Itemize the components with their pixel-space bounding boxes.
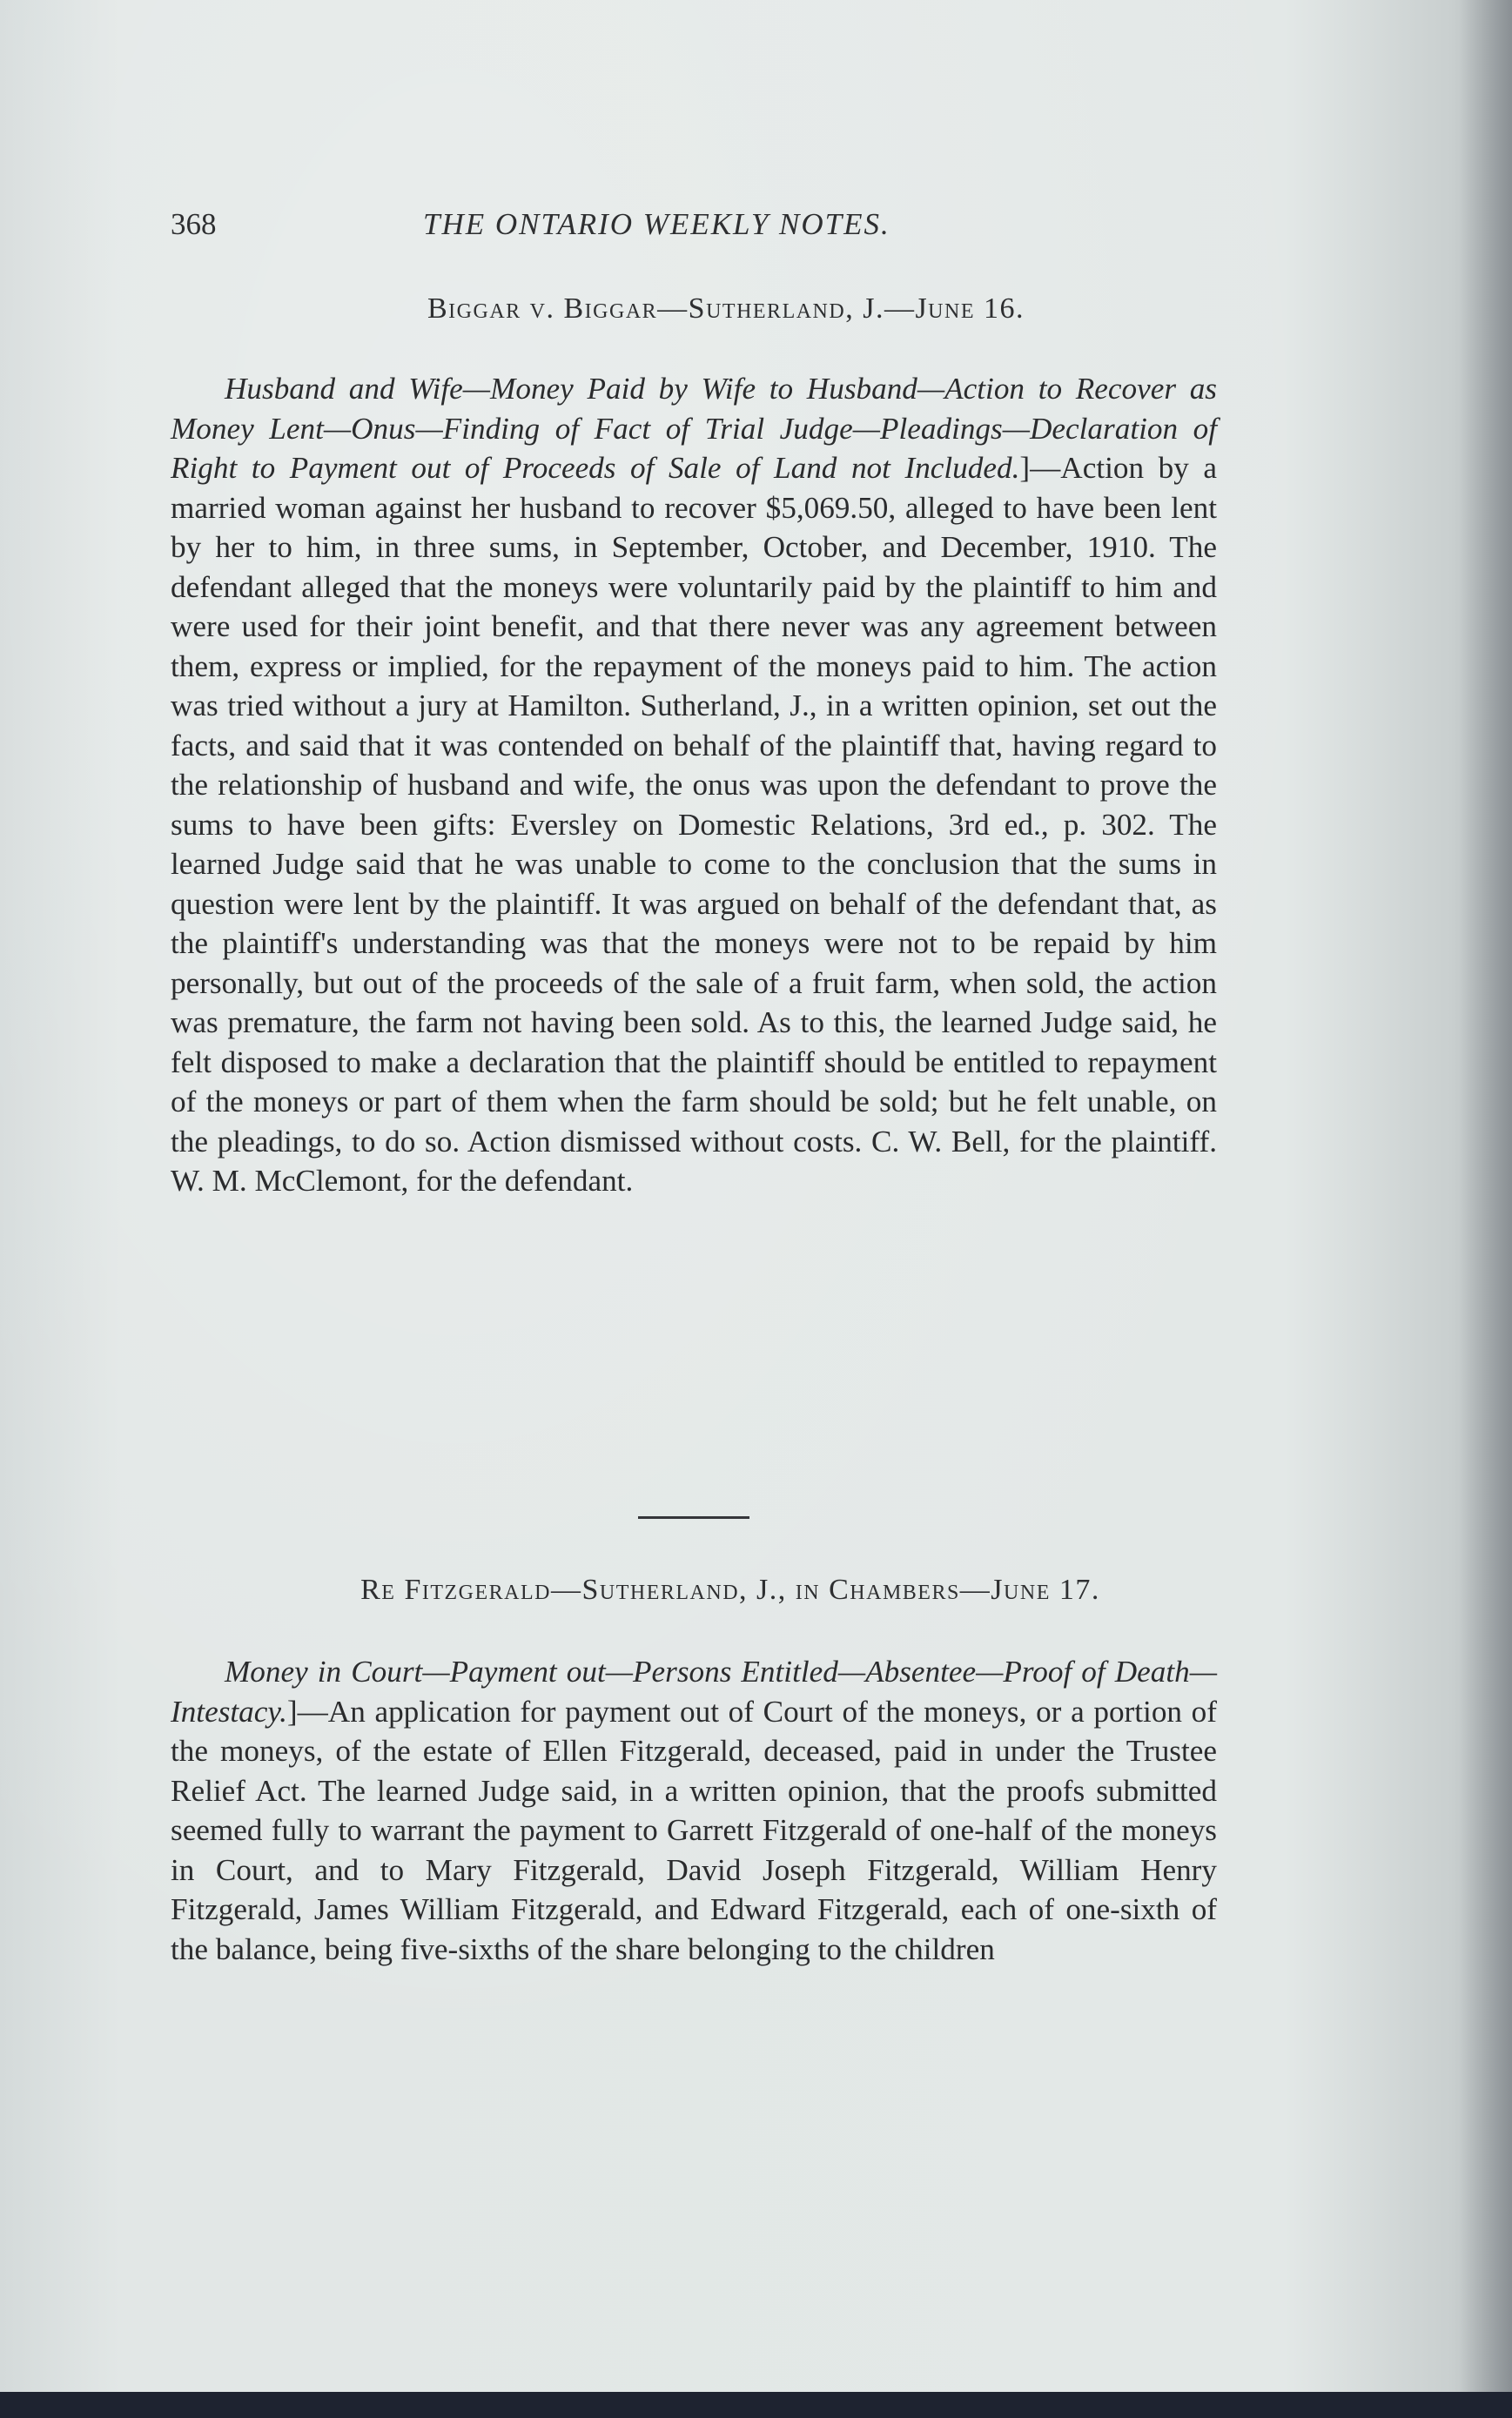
case-paragraph — [171, 369, 1217, 1201]
running-head — [171, 207, 1220, 252]
scan-bottom-edge — [0, 2392, 1512, 2418]
case-body: ]—Action by a married woman against her husband to recover $5,069.50, alleged to have been lent by her to him, in three sums, in September, October, and December, 1910. The defendant alleged that the moneys were voluntarily paid by the plaintiff to him and were used for their joint benefit, and that there never was any agreement between them, express or implied, for the repayment of the moneys paid to him. The action was tried without a jury at Hamilton. Sutherland, J., in a written opinion, set out the facts, and said that it was contended on behalf of the plaintiff that, having regard to the relationship of husband and wife, the onus was upon the defendant to prove the sums to have been gifts: Eversley on Domestic Relations, 3rd ed., p. 302. The learned Judge said that he was unable to come to the conclusion that the sums in question were lent by the plaintiff. It was argued on behalf of the defendant that, as the plaintiff's understanding was that the moneys were not to be repaid by him personally, but out of the proceeds of the sale of a fruit farm, when sold, the action was premature, the farm not having been sold. As to this, the learned Judge said, he felt disposed to make a declaration that the plaintiff should be entitled to repayment of the moneys or part of them when the farm should be sold; but he felt unable, on the pleadings, to do so. Action dismissed without costs. C. W. Bell, for the plaintiff. W. M. McClemont, for the defendant. — [171, 451, 1217, 1198]
catchwords: Husband and Wife—Money Paid by Wife to Husband—Action to Recover as Money Lent—Onus—Finding of Fact of Trial Judge—Pleadings—Declaration of Right to Payment out of Proceeds of Sale of Land not Included. — [171, 372, 1217, 485]
section-divider — [638, 1516, 749, 1519]
page-edge-shadow — [1460, 0, 1512, 2418]
journal-title: THE ONTARIO WEEKLY NOTES. — [423, 207, 890, 241]
case-report-biggar — [171, 369, 1217, 1201]
case-title-biggar: Biggar v. Biggar—Sutherland, J.—June 16. — [427, 292, 1025, 325]
catchwords: Money in Court—Payment out—Persons Entitled—Absentee—Proof of Death—Intestacy. — [171, 1655, 1217, 1729]
page-number: 368 — [171, 207, 217, 241]
case-paragraph — [171, 1652, 1217, 1969]
case-title-fitzgerald: Re Fitzgerald—Sutherland, J., in Chambers—June 17. — [360, 1574, 1100, 1606]
case-body: ]—An application for payment out of Court of the moneys, or a portion of the moneys, of the estate of Ellen Fitzgerald, deceased, paid in under the Trustee Relief Act. The learned Judge said, in a written opinion, that the proofs submitted seemed fully to warrant the payment to Garrett Fitzgerald of one-half of the moneys in Court, and to Mary Fitzgerald, David Joseph Fitzgerald, William Henry Fitzgerald, James William Fitzgerald, and Edward Fitzgerald, each of one-sixth of the balance, being five-sixths of the share belonging to the children — [171, 1694, 1217, 1966]
case-report-fitzgerald — [171, 1652, 1217, 1969]
